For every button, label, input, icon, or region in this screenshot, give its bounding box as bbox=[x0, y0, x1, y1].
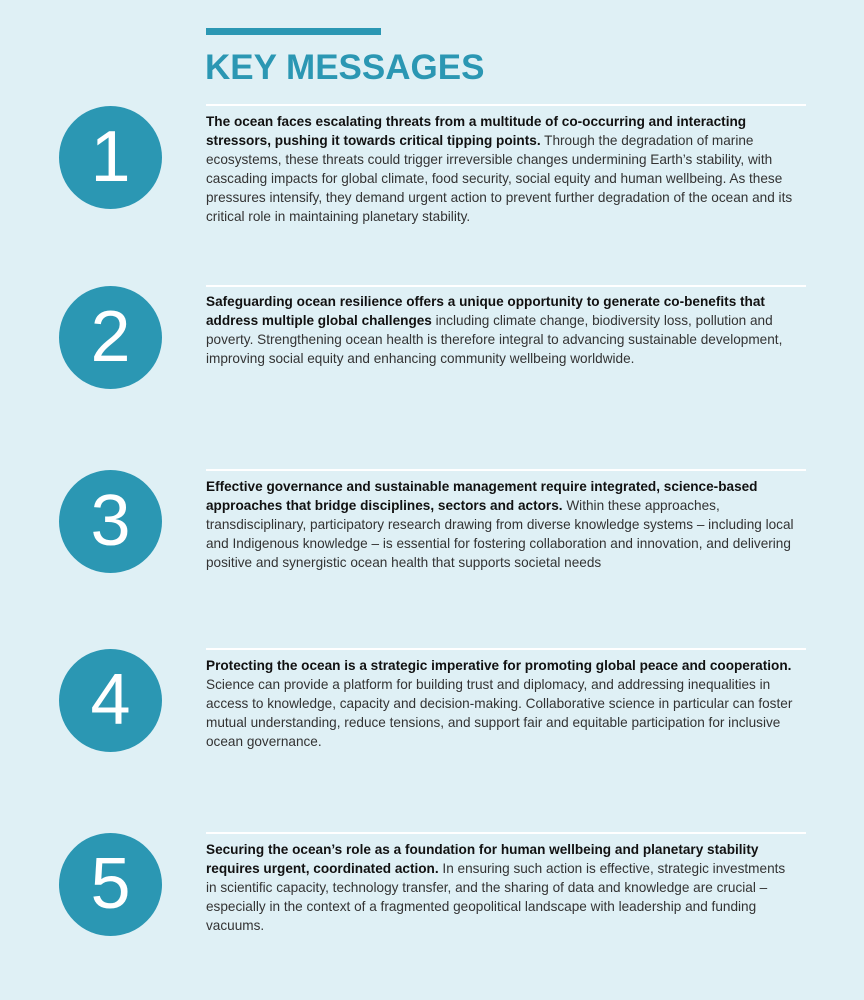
message-number-badge: 1 bbox=[59, 106, 162, 209]
title-accent-bar bbox=[206, 28, 381, 35]
message-text bbox=[206, 477, 798, 572]
message-text bbox=[206, 656, 798, 751]
message-divider bbox=[206, 104, 806, 106]
message-text bbox=[206, 112, 798, 226]
message-text bbox=[206, 840, 798, 935]
message-number-badge: 5 bbox=[59, 833, 162, 936]
message-headline: Protecting the ocean is a strategic imperative for promoting global peace and cooperation. bbox=[206, 658, 792, 673]
message-number-badge: 4 bbox=[59, 649, 162, 752]
message-number-badge: 3 bbox=[59, 470, 162, 573]
message-body: Within these approaches, transdisciplinary, participatory research drawing from diverse knowledge systems – including local and Indigenous knowledge – is essential for fostering collaboration and innovation, and delivering positive and synergistic ocean health that supports societal needs bbox=[206, 498, 794, 570]
message-body: Science can provide a platform for building trust and diplomacy, and addressing inequalities in access to knowledge, capacity and decision-making. Collaborative science in particular can foster mutual understanding, reduce tensions, and support fair and equitable participation for inclusive ocean governance. bbox=[206, 677, 793, 749]
message-divider bbox=[206, 832, 806, 834]
message-divider bbox=[206, 648, 806, 650]
message-body: Through the degradation of marine ecosystems, these threats could trigger irreversible changes undermining Earth’s stability, with cascading impacts for global climate, food security, social equity and human wellbeing. As these pressures intensify, they demand urgent action to prevent further degradation of the ocean and its critical role in maintaining planetary stability. bbox=[206, 133, 793, 224]
message-divider bbox=[206, 285, 806, 287]
message-text bbox=[206, 292, 798, 368]
message-headline: Securing the ocean’s role as a foundation for human wellbeing and planetary stability requires urgent, coordinated action. bbox=[206, 842, 759, 876]
message-number-badge: 2 bbox=[59, 286, 162, 389]
message-headline: The ocean faces escalating threats from a multitude of co-occurring and interacting stressors, pushing it towards critical tipping points. bbox=[206, 114, 747, 148]
page-title: KEY MESSAGES bbox=[205, 48, 485, 87]
message-body: including climate change, biodiversity loss, pollution and poverty. Strengthening ocean health is therefore integral to advancing sustainable development, improving social equity and enhancing community wellbeing worldwide. bbox=[206, 313, 783, 366]
message-body: In ensuring such action is effective, strategic investments in scientific capacity, technology transfer, and the sharing of data and knowledge are crucial – especially in the context of a fragmented geopolitical landscape with leadership and funding vacuums. bbox=[206, 861, 786, 933]
message-divider bbox=[206, 469, 806, 471]
message-headline: Safeguarding ocean resilience offers a unique opportunity to generate co-benefits that address multiple global challenges bbox=[206, 294, 765, 328]
message-headline: Effective governance and sustainable management require integrated, science-based approaches that bridge disciplines, sectors and actors. bbox=[206, 479, 758, 513]
